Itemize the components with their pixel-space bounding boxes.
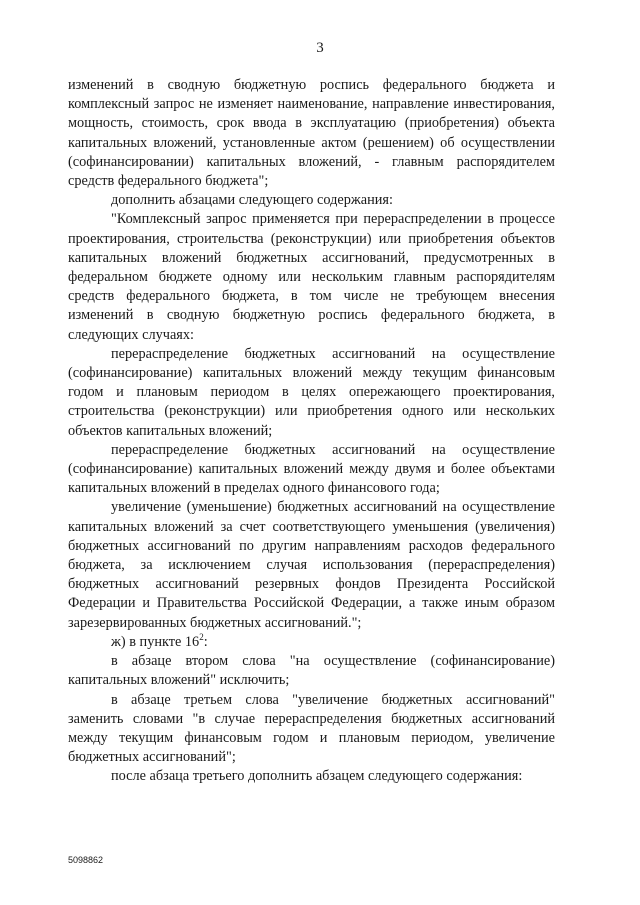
paragraph-continuation: изменений в сводную бюджетную роспись федерального бюджета и комплексный запрос не изменяет наименование, направление инвестирования, мощность, стоимость, срок ввода в эксплуатацию (приобретения) объекта капитальных вложений, установленные актом (решением) об осуществлении (софинансировании) капитальных вложений, - главным распорядителем средств федерального бюджета";	[68, 77, 555, 190]
paragraph-case-1: перераспределение бюджетных ассигнований на осуществление (софинансирование) капитальных вложений между текущим финансовым годом и плановым периодом в целях опережающего проектирования, строительства (реконструкции) или приобретения одного или нескольких объектов капитальных вложений;	[68, 345, 555, 439]
paragraph-after-third: после абзаца третьего дополнить абзацем следующего содержания:	[111, 768, 523, 785]
item-zh-prefix: ж) в пункте 16	[111, 633, 200, 650]
paragraph-complex-request: "Комплексный запрос применяется при перераспределении в процессе проектирования, строительства (реконструкции) или приобретения объектов капитальных вложений бюджетных ассигнований, предусмотренных в федеральном бюджете одному или нескольким главным распорядителям средств федерального бюджета, в том числе не требующем внесения изменений в сводную бюджетную роспись федерального бюджета, в следующих случаях:	[68, 211, 555, 343]
paragraph-case-3: увеличение (уменьшение) бюджетных ассигнований на осуществление капитальных вложений за счет соответствующего уменьшения (увеличения) бюджетных ассигнований по другим направлениям расходов федерального бюджета, за исключением случая использования (перераспределения) бюджетных ассигнований резервных фондов Президента Российской Федерации и Правительства Российской Федерации, а также иным образом зарезервированных бюджетных ассигнований.";	[68, 499, 555, 631]
paragraph-case-2: перераспределение бюджетных ассигнований на осуществление (софинансирование) капитальных вложений между двумя и более объектами капитальных вложений в пределах одного финансового года;	[68, 441, 555, 497]
item-zh-superscript: 2	[199, 632, 204, 643]
document-body	[68, 76, 555, 787]
item-zh-suffix: :	[203, 633, 208, 650]
paragraph-third-clause: в абзаце третьем слова "увеличение бюджетных ассигнований" заменить словами "в случае перераспределения бюджетных ассигнований между текущим финансовым годом и плановым периодом, увеличение бюджетных ассигнований";	[68, 691, 555, 766]
paragraph-second-clause: в абзаце втором слова "на осуществление (софинансирование) капитальных вложений" исключить;	[68, 653, 555, 689]
page-number: 3	[316, 40, 324, 56]
paragraph-item-zh	[68, 633, 555, 652]
paragraph-add-clauses: дополнить абзацами следующего содержания:	[111, 192, 393, 209]
document-id: 5098862	[68, 855, 104, 865]
